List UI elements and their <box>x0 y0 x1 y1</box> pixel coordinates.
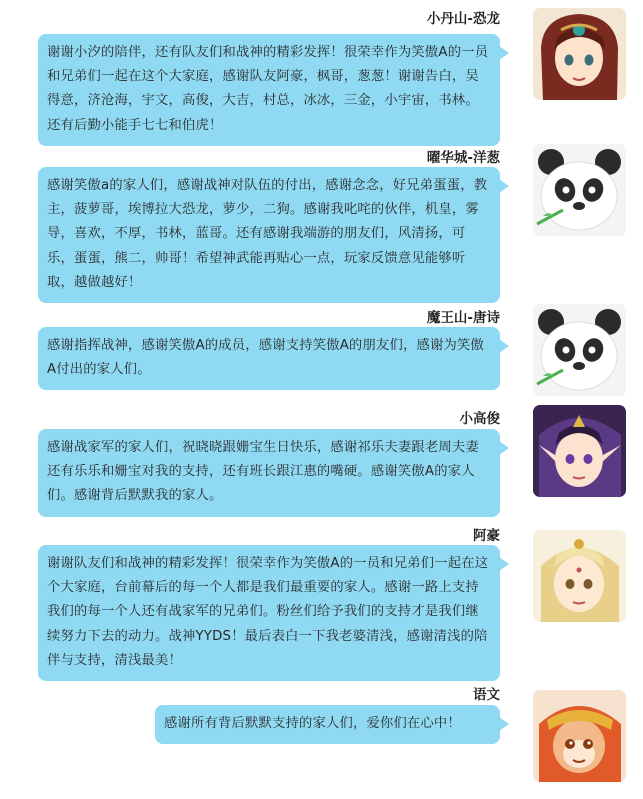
dancer-girl-avatar-icon[interactable] <box>533 8 626 100</box>
message-text: 谢谢小汐的陪伴，还有队友们和战神的精彩发挥！很荣幸作为笑傲A的一员和兄弟们一起在这个大家庭，感谢队友阿豪，枫哥，葱葱！谢谢告白，吴得意，济沧海，宇文，高俊，大吉，村总，冰冰，三金，小宇宙，书林。还有后勤小能手七七和伯虎！ <box>47 45 489 133</box>
panda-avatar-icon[interactable] <box>533 304 626 396</box>
sender-name: 小丹山-恐龙 <box>426 11 500 27</box>
message-text: 感谢指挥战神，感谢笑傲A的成员，感谢支持笑傲A的朋友们，感谢为笑傲A付出的家人们。 <box>47 338 484 378</box>
message-text: 感谢所有背后默默支持的家人们，爱你们在心中！ <box>164 716 461 731</box>
message-text: 感谢笑傲a的家人们，感谢战神对队伍的付出，感谢念念，好兄弟蛋蛋，教主，菠萝哥，埃博拉大恐龙，萝少，二狗。感谢我叱咤的伙伴，机皇，雾导，喜欢，不厚，书林，蓝哥。还有感谢我端游的朋友们，风清扬，可乐，蛋蛋，熊二，帅哥！希望神武能再贴心一点，玩家反馈意见能够听取，越做越好！ <box>47 178 488 290</box>
elf-sorcerer-avatar-icon[interactable] <box>533 405 626 497</box>
message-text: 感谢战家军的家人们，祝晓晓跟姗宝生日快乐，感谢祁乐夫妻跟老周夫妻还有乐乐和姗宝对我的支持，还有班长跟江惠的嘴硬。感谢笑傲A的家人们。感谢背后默默我的家人。 <box>47 440 479 504</box>
message-bubble <box>38 327 500 390</box>
message-item-6 <box>0 684 643 794</box>
sender-name: 阿豪 <box>473 528 500 544</box>
sender-name: 曜华城-洋葱 <box>426 150 500 166</box>
message-bubble <box>38 429 500 517</box>
sender-name: 语文 <box>473 687 500 703</box>
message-text: 谢谢队友们和战神的精彩发挥！很荣幸作为笑傲A的一员和兄弟们一起在这个大家庭，台前幕后的每一个人都是我们最重要的家人。感谢一路上支持我们的每一个人还有战家军的兄弟们。粉丝们给予我们的支持才是我们继续努力下去的动力。战神YYDS！最后表白一下我老婆清浅，感谢清浅的陪伴与支持，清浅最美！ <box>47 556 489 668</box>
message-item-4 <box>0 408 643 516</box>
golden-monk-avatar-icon[interactable] <box>533 530 626 622</box>
message-bubble <box>155 705 500 744</box>
message-item-5 <box>0 525 643 675</box>
message-bubble <box>38 167 500 303</box>
message-item-1 <box>0 8 643 133</box>
sender-name: 魔王山-唐诗 <box>426 310 500 326</box>
message-bubble <box>38 34 500 146</box>
panda-avatar-icon[interactable] <box>533 144 626 236</box>
message-item-2 <box>0 147 643 297</box>
message-item-3 <box>0 307 643 397</box>
sender-name: 小高俊 <box>459 411 500 427</box>
message-bubble <box>38 545 500 681</box>
monkey-king-avatar-icon[interactable] <box>533 690 626 782</box>
